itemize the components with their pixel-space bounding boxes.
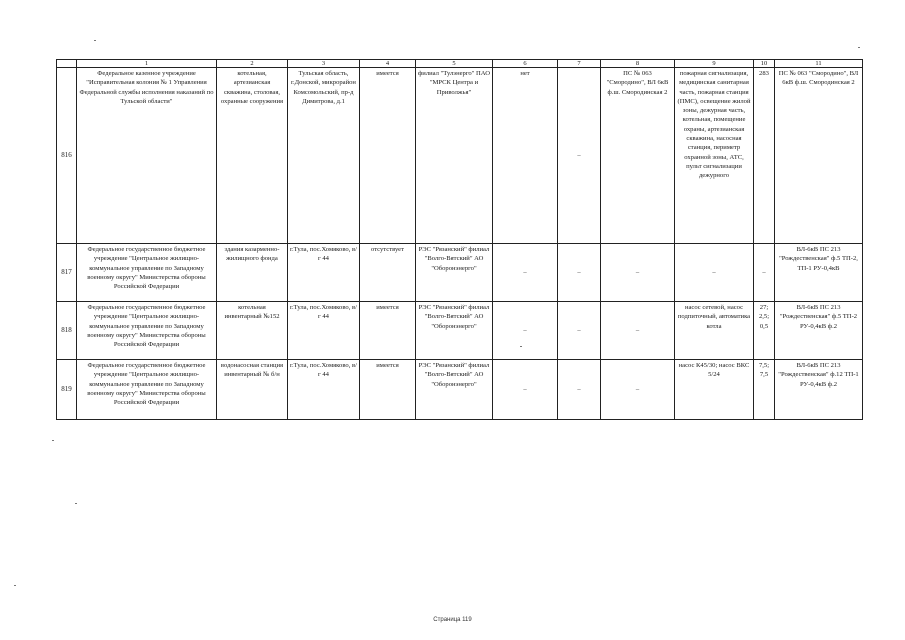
equipment-cell: насос сетевой, насос подпиточный, автоматика котла [675, 302, 754, 360]
col6-cell: – [493, 360, 558, 420]
row-number: 817 [57, 244, 77, 302]
document-table [56, 59, 863, 420]
header-cell: 11 [775, 60, 863, 68]
supplier-cell: РЭС "Рязанский" филиал "Волго-Вятский" АО "Оборонэнерго" [416, 360, 493, 420]
organization-cell: Федеральное государственное бюджетное учреждение "Центральное жилищно-коммунальное управление по Западному военному округу" Министерства обороны Российской Федерации [77, 244, 217, 302]
table-row [57, 302, 863, 360]
col6-cell: – [493, 244, 558, 302]
substation-cell: – [601, 244, 675, 302]
row-number: 816 [57, 68, 77, 244]
col6-cell: – [493, 302, 558, 360]
header-cell: 10 [754, 60, 775, 68]
header-cell-blank [57, 60, 77, 68]
availability-cell: отсутствует [360, 244, 416, 302]
substation-cell: ПС № 063 "Смородино", ВЛ 6кВ ф.ш. Смородинская 2 [601, 68, 675, 244]
facility-cell: котельная, артезианская скважина, столовая, охранные сооружения [217, 68, 288, 244]
scan-speck [858, 47, 860, 48]
header-cell: 6 [493, 60, 558, 68]
supplier-cell: РЭС "Рязанский" филиал "Волго-Вятский" АО "Оборонэнерго" [416, 244, 493, 302]
address-cell: г.Тула, пос.Хомяково, в/г 44 [288, 244, 360, 302]
scan-speck [520, 346, 522, 347]
header-cell: 3 [288, 60, 360, 68]
availability-cell: имеется [360, 302, 416, 360]
feeder-cell: ВЛ-6кВ ПС 213 "Рождественская" ф.5 ТП-2 РУ-0,4кВ ф.2 [775, 302, 863, 360]
header-cell: 5 [416, 60, 493, 68]
equipment-cell: насос К45/30; насос ВКС 5/24 [675, 360, 754, 420]
col7-cell: – [558, 244, 601, 302]
organization-cell: Федеральное государственное бюджетное учреждение "Центральное жилищно-коммунальное управление по Западному военному округу" Министерства обороны Российской Федерации [77, 360, 217, 420]
header-cell: 7 [558, 60, 601, 68]
equipment-cell: – [675, 244, 754, 302]
table-row [57, 68, 863, 244]
power-cell: – [754, 244, 775, 302]
col7-cell: – [558, 360, 601, 420]
header-cell: 8 [601, 60, 675, 68]
header-cell: 4 [360, 60, 416, 68]
availability-cell: имеется [360, 68, 416, 244]
scan-speck [75, 503, 77, 504]
facility-cell: здания казарменно-жилищного фонда [217, 244, 288, 302]
scan-speck [14, 585, 16, 586]
scan-speck [52, 440, 54, 441]
feeder-cell: ПС № 063 "Смородино", ВЛ 6кВ ф.ш. Смородинская 2 [775, 68, 863, 244]
row-number: 819 [57, 360, 77, 420]
power-cell: 27; 2,5; 0,5 [754, 302, 775, 360]
supplier-cell: филиал "Тулэнерго" ПАО "МРСК Центра и Приволжья" [416, 68, 493, 244]
facility-cell: котельная инвентарный №152 [217, 302, 288, 360]
organization-cell: Федеральное государственное бюджетное учреждение "Центральное жилищно-коммунальное управление по Западному военному округу" Министерства обороны Российской Федерации [77, 302, 217, 360]
page-number: Страница 119 [433, 617, 472, 623]
address-cell: г.Тула, пос.Хомяково, в/г 44 [288, 360, 360, 420]
feeder-cell: ВЛ-6кВ ПС 213 "Рождественская" ф.5 ТП-2, ТП-1 РУ-0,4кВ [775, 244, 863, 302]
address-cell: Тульская область, г.Донской, микрорайон Комсомольский, пр-д Димитрова, д.1 [288, 68, 360, 244]
power-cell: 7,5; 7,5 [754, 360, 775, 420]
power-cell: 283 [754, 68, 775, 244]
availability-cell: имеется [360, 360, 416, 420]
header-cell: 2 [217, 60, 288, 68]
table-row [57, 360, 863, 420]
organization-cell: Федеральное казенное учреждение "Исправительная колония № 1 Управления Федеральной службы исполнения наказаний по Тульской области" [77, 68, 217, 244]
column-number-row [57, 60, 863, 68]
col6-cell: нет [493, 68, 558, 244]
header-cell: 1 [77, 60, 217, 68]
header-cell: 9 [675, 60, 754, 68]
address-cell: г.Тула, пос.Хомяково, в/г 44 [288, 302, 360, 360]
equipment-cell: пожарная сигнализация, медицинская санитарная часть, пожарная станция (ПМС), освещение жилой зоны, дежурная часть, котельная, помещение охраны, артезианская скважина, насосная станция, периметр охранной зоны, АТС, пульт сигнализации дежурного [675, 68, 754, 244]
col7-cell: – [558, 68, 601, 244]
feeder-cell: ВЛ-6кВ ПС 213 "Рождественская" ф.12 ТП-1 РУ-0,4кВ ф.2 [775, 360, 863, 420]
substation-cell: – [601, 360, 675, 420]
substation-cell: – [601, 302, 675, 360]
supplier-cell: РЭС "Рязанский" филиал "Волго-Вятский" АО "Оборонэнерго" [416, 302, 493, 360]
col7-cell: – [558, 302, 601, 360]
row-number: 818 [57, 302, 77, 360]
table-row [57, 244, 863, 302]
scan-speck [94, 40, 96, 41]
facility-cell: водонасосная станция инвентарный № б/н [217, 360, 288, 420]
